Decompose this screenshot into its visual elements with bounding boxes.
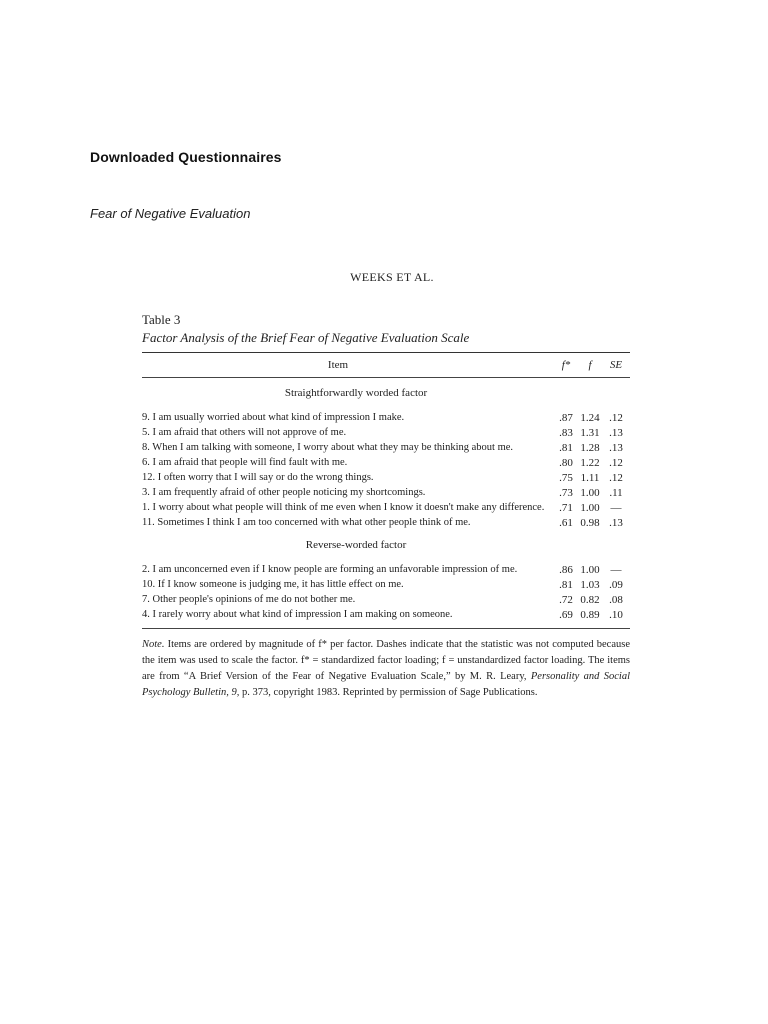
note-journal: Personality and Social Psychology Bulletin, 9,	[142, 671, 630, 698]
row-item-text: 11. Sometimes I think I am too concerned with what other people think of me.	[142, 517, 471, 528]
row-se: .13	[609, 427, 623, 439]
table-header-row	[142, 353, 630, 377]
table-row	[142, 440, 630, 455]
section-label-straightforward: Straightforwardly worded factor	[284, 387, 428, 399]
row-se: .10	[609, 609, 623, 621]
table-header-rule	[142, 377, 630, 378]
row-f-star: .83	[559, 427, 573, 439]
row-item-text: 10. If I know someone is judging me, it has little effect on me.	[142, 579, 404, 590]
row-f: 1.00	[580, 502, 600, 514]
row-se: .12	[609, 472, 623, 484]
table-row	[142, 425, 630, 440]
table-row	[142, 577, 630, 592]
row-f-star: .72	[559, 594, 573, 606]
section-label-reverse: Reverse-worded factor	[305, 539, 407, 551]
table-row	[142, 607, 630, 622]
row-item-text: 9. I am usually worried about what kind of impression I make.	[142, 412, 405, 423]
table-row	[142, 592, 630, 607]
row-se: —	[610, 502, 622, 514]
row-se: .13	[609, 442, 623, 454]
row-se: .13	[609, 517, 623, 529]
row-se: .12	[609, 457, 623, 469]
row-f-star: .87	[559, 412, 573, 424]
column-header-se: SE	[609, 359, 623, 371]
table-row	[142, 485, 630, 500]
row-f: 1.31	[580, 427, 600, 439]
row-f: 1.11	[580, 472, 600, 484]
row-f: 0.82	[580, 594, 600, 606]
table-number: Table 3	[142, 312, 181, 327]
row-se: .09	[609, 579, 623, 591]
row-se: .08	[609, 594, 623, 606]
row-f: 1.00	[580, 564, 600, 576]
column-header-item: Item	[327, 359, 349, 371]
row-f-star: .75	[559, 472, 573, 484]
table-note	[142, 637, 630, 701]
scanned-table-page	[142, 270, 630, 701]
row-f-star: .81	[559, 579, 573, 591]
row-f-star: .80	[559, 457, 573, 469]
row-item-text: 1. I worry about what people will think of me even when I know it doesn't make any difference.	[142, 502, 545, 513]
row-f-star: .73	[559, 487, 573, 499]
row-f-star: .86	[559, 564, 573, 576]
row-f-star: .81	[559, 442, 573, 454]
row-f-star: .69	[559, 609, 573, 621]
document-subheading: Fear of Negative Evaluation	[90, 206, 251, 221]
table-row	[142, 470, 630, 485]
table-row	[142, 515, 630, 530]
row-item-text: 2. I am unconcerned even if I know people are forming an unfavorable impression of me.	[142, 564, 518, 575]
note-text: Items are ordered by magnitude of f* per factor. Dashes indicate that the statistic was not computed because the item was used to scale the factor. f* = standardized factor loading; f = unstandardized factor loading. The items are from “A Brief Version of the Fear of Negative Evaluation Scale,” by M. R. Leary,	[142, 639, 630, 682]
column-header-f-star: f*	[561, 359, 571, 371]
row-f-star: .61	[559, 517, 573, 529]
row-item-text: 5. I am afraid that others will not approve of me.	[142, 427, 347, 438]
table-title: Factor Analysis of the Brief Fear of Negative Evaluation Scale	[142, 330, 470, 345]
row-se: .11	[609, 487, 623, 499]
note-label: Note.	[142, 639, 165, 650]
row-item-text: 12. I often worry that I will say or do the wrong things.	[142, 472, 374, 483]
row-item-text: 7. Other people's opinions of me do not bother me.	[142, 594, 356, 605]
row-f: 1.03	[580, 579, 600, 591]
row-item-text: 4. I rarely worry about what kind of impression I am making on someone.	[142, 609, 453, 620]
row-f: 1.22	[580, 457, 600, 469]
row-se: —	[610, 564, 622, 576]
row-f: 0.89	[580, 609, 600, 621]
document-heading: Downloaded Questionnaires	[90, 149, 282, 165]
column-header-f: f	[588, 359, 592, 371]
running-head: WEEKS ET AL.	[350, 270, 434, 284]
table-row	[142, 455, 630, 470]
row-f: 0.98	[580, 517, 600, 529]
table-row	[142, 562, 630, 577]
row-se: .12	[609, 412, 623, 424]
row-item-text: 6. I am afraid that people will find fault with me.	[142, 457, 348, 468]
table-row	[142, 410, 630, 425]
row-f: 1.00	[580, 487, 600, 499]
row-item-text: 8. When I am talking with someone, I worry about what they may be thinking about me.	[142, 442, 514, 453]
row-item-text: 3. I am frequently afraid of other people noticing my shortcomings.	[142, 487, 426, 498]
note-text-end: p. 373, copyright 1983. Reprinted by permission of Sage Publications.	[242, 687, 538, 698]
table-bottom-rule	[142, 628, 630, 629]
row-f-star: .71	[559, 502, 573, 514]
row-f: 1.24	[580, 412, 600, 424]
row-f: 1.28	[580, 442, 600, 454]
table-row	[142, 500, 630, 515]
